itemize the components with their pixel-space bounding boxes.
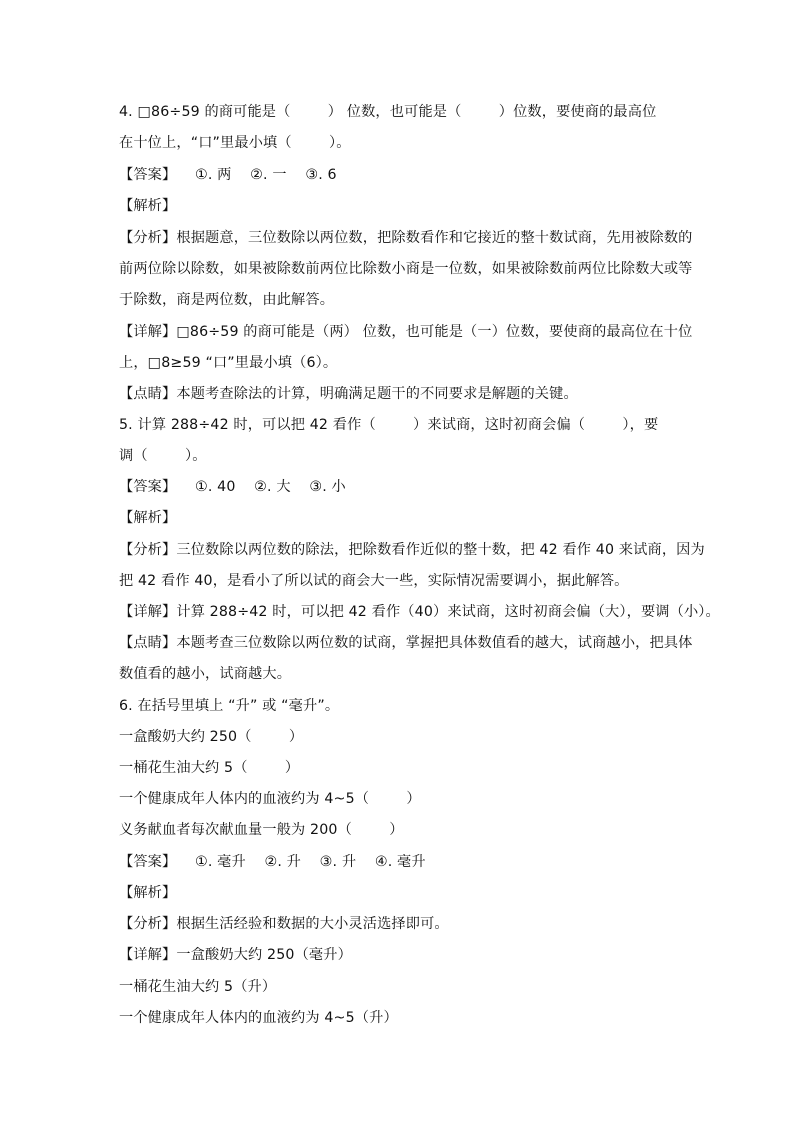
q6-item4: 义务献血者每次献血量一般为 200（ ） bbox=[119, 822, 404, 838]
q4-detail-line1: 【详解】□86÷59 的商可能是（两） 位数，也可能是（一）位数，要使商的最高位在十位 bbox=[119, 324, 693, 340]
q5-detail: 【详解】计算 288÷42 时，可以把 42 看作（40）来试商，这时初商会偏（大），要调（小）。 bbox=[119, 604, 720, 620]
q5-analysis-line2: 把 42 看作 40，是看小了所以试的商会大一些，实际情况需要调小，据此解答。 bbox=[119, 573, 629, 589]
q6-analysis-title: 【解析】 bbox=[119, 885, 177, 901]
q4-answer: 【答案】 ①. 两 ②. 一 ③. 6 bbox=[119, 167, 337, 183]
q5-analysis-title: 【解析】 bbox=[119, 510, 177, 526]
q6-detail-line2: 一桶花生油大约 5（升） bbox=[119, 979, 277, 995]
q4-analysis-line2: 前两位除以除数，如果被除数前两位比除数小商是一位数，如果被除数前两位比除数大或等 bbox=[119, 261, 693, 277]
q6-item2: 一桶花生油大约 5（ ） bbox=[119, 760, 300, 776]
q4-stem-line2: 在十位上，“口”里最小填（ ）。 bbox=[119, 135, 351, 151]
q4-comment: 【点睛】本题考查除法的计算，明确满足题干的不同要求是解题的关键。 bbox=[119, 386, 578, 402]
q4-stem-line1: 4. □86÷59 的商可能是（ ） 位数，也可能是（ ）位数，要使商的最高位 bbox=[119, 104, 657, 120]
q4-analysis-title: 【解析】 bbox=[119, 198, 177, 214]
q4-detail-line2: 上，□8≥59 “口”里最小填（6）。 bbox=[119, 355, 338, 371]
q4-analysis-line1: 【分析】根据题意，三位数除以两位数，把除数看作和它接近的整十数试商，先用被除数的 bbox=[119, 230, 693, 246]
q5-stem-line1: 5. 计算 288÷42 时，可以把 42 看作（ ）来试商，这时初商会偏（ ），要 bbox=[119, 417, 659, 433]
q6-item3: 一个健康成年人体内的血液约为 4~5（ ） bbox=[119, 791, 421, 807]
q5-analysis-line1: 【分析】三位数除以两位数的除法，把除数看作近似的整十数，把 42 看作 40 来试商，因为 bbox=[119, 542, 705, 558]
q6-analysis: 【分析】根据生活经验和数据的大小灵活选择即可。 bbox=[119, 916, 449, 932]
q6-answer: 【答案】 ①. 毫升 ②. 升 ③. 升 ④. 毫升 bbox=[119, 854, 426, 870]
q6-detail-line1: 【详解】一盒酸奶大约 250（毫升） bbox=[119, 947, 352, 963]
q5-comment-line2: 数值看的越小，试商越大。 bbox=[119, 666, 292, 682]
q5-stem-line2: 调（ ）。 bbox=[119, 448, 207, 464]
q5-answer: 【答案】 ①. 40 ②. 大 ③. 小 bbox=[119, 479, 346, 495]
q4-analysis-line3: 于除数，商是两位数，由此解答。 bbox=[119, 292, 335, 308]
q6-item1: 一盒酸奶大约 250（ ） bbox=[119, 729, 304, 745]
q6-detail-line3: 一个健康成年人体内的血液约为 4~5（升） bbox=[119, 1010, 398, 1026]
q5-comment-line1: 【点睛】本题考查三位数除以两位数的试商，掌握把具体数值看的越大，试商越小，把具体 bbox=[119, 635, 693, 651]
q6-stem: 6. 在括号里填上 “升” 或 “毫升”。 bbox=[119, 698, 340, 714]
